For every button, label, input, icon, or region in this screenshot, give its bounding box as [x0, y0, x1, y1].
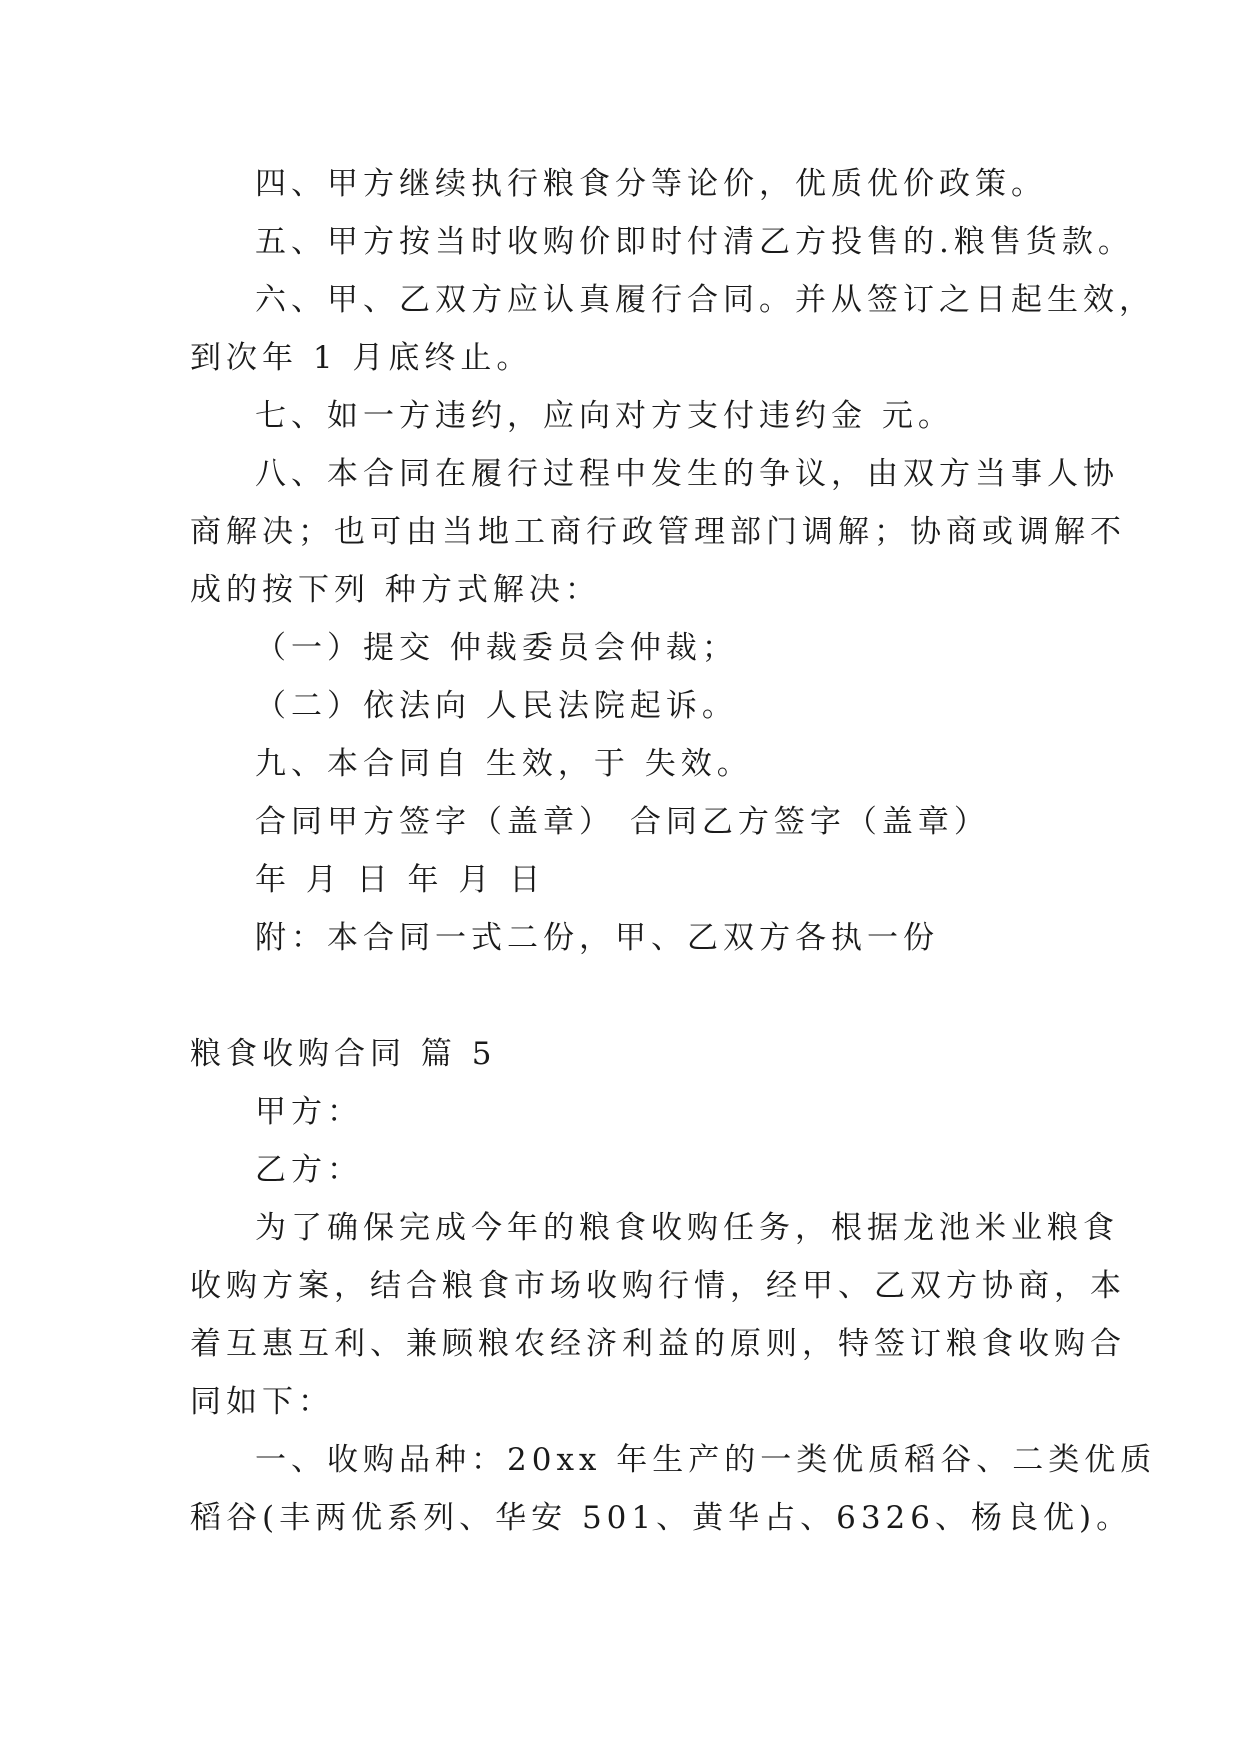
text-line: 乙方：: [255, 1152, 363, 1188]
section-heading: 粮食收购合同 篇 5: [190, 1036, 497, 1072]
text-line: 九、本合同自 生效，于 失效。: [255, 746, 753, 782]
text-line: 六、甲、乙双方应认真履行合同。并从签订之日起生效，: [255, 282, 1155, 318]
text-line: 五、甲方按当时收购价即时付清乙方投售的.粮售货款。: [255, 224, 1134, 260]
text-line: 为了确保完成今年的粮食收购任务，根据龙池米业粮食: [255, 1210, 1119, 1246]
text-line: 年 月 日 年 月 日: [255, 862, 546, 898]
text-line: 八、本合同在履行过程中发生的争议，由双方当事人协: [255, 456, 1119, 492]
text-line: 着互惠互利、兼顾粮农经济利益的原则，特签订粮食收购合: [190, 1326, 1126, 1362]
text-line: 四、甲方继续执行粮食分等论价，优质优价政策。: [255, 166, 1047, 202]
text-line: 稻谷(丰两优系列、华安 501、黄华占、6326、杨良优)。: [190, 1500, 1133, 1536]
text-line: 同如下：: [190, 1384, 334, 1420]
text-line: 附：本合同一式二份，甲、乙双方各执一份: [255, 920, 939, 956]
text-line: 合同甲方签字（盖章） 合同乙方签字（盖章）: [255, 804, 990, 840]
text-line: （二）依法向 人民法院起诉。: [255, 688, 738, 724]
text-line: 七、如一方违约，应向对方支付违约金 元。: [255, 398, 954, 434]
text-line: 商解决；也可由当地工商行政管理部门调解；协商或调解不: [190, 514, 1126, 550]
text-line: 收购方案，结合粮食市场收购行情，经甲、乙双方协商，本: [190, 1268, 1126, 1304]
text-line: 一、收购品种：20xx 年生产的一类优质稻谷、二类优质: [255, 1442, 1157, 1478]
text-line: （一）提交 仲裁委员会仲裁；: [255, 630, 738, 666]
text-line: 甲方：: [255, 1094, 363, 1130]
text-line: 到次年 1 月底终止。: [190, 340, 533, 376]
text-line: 成的按下列 种方式解决：: [190, 572, 601, 608]
